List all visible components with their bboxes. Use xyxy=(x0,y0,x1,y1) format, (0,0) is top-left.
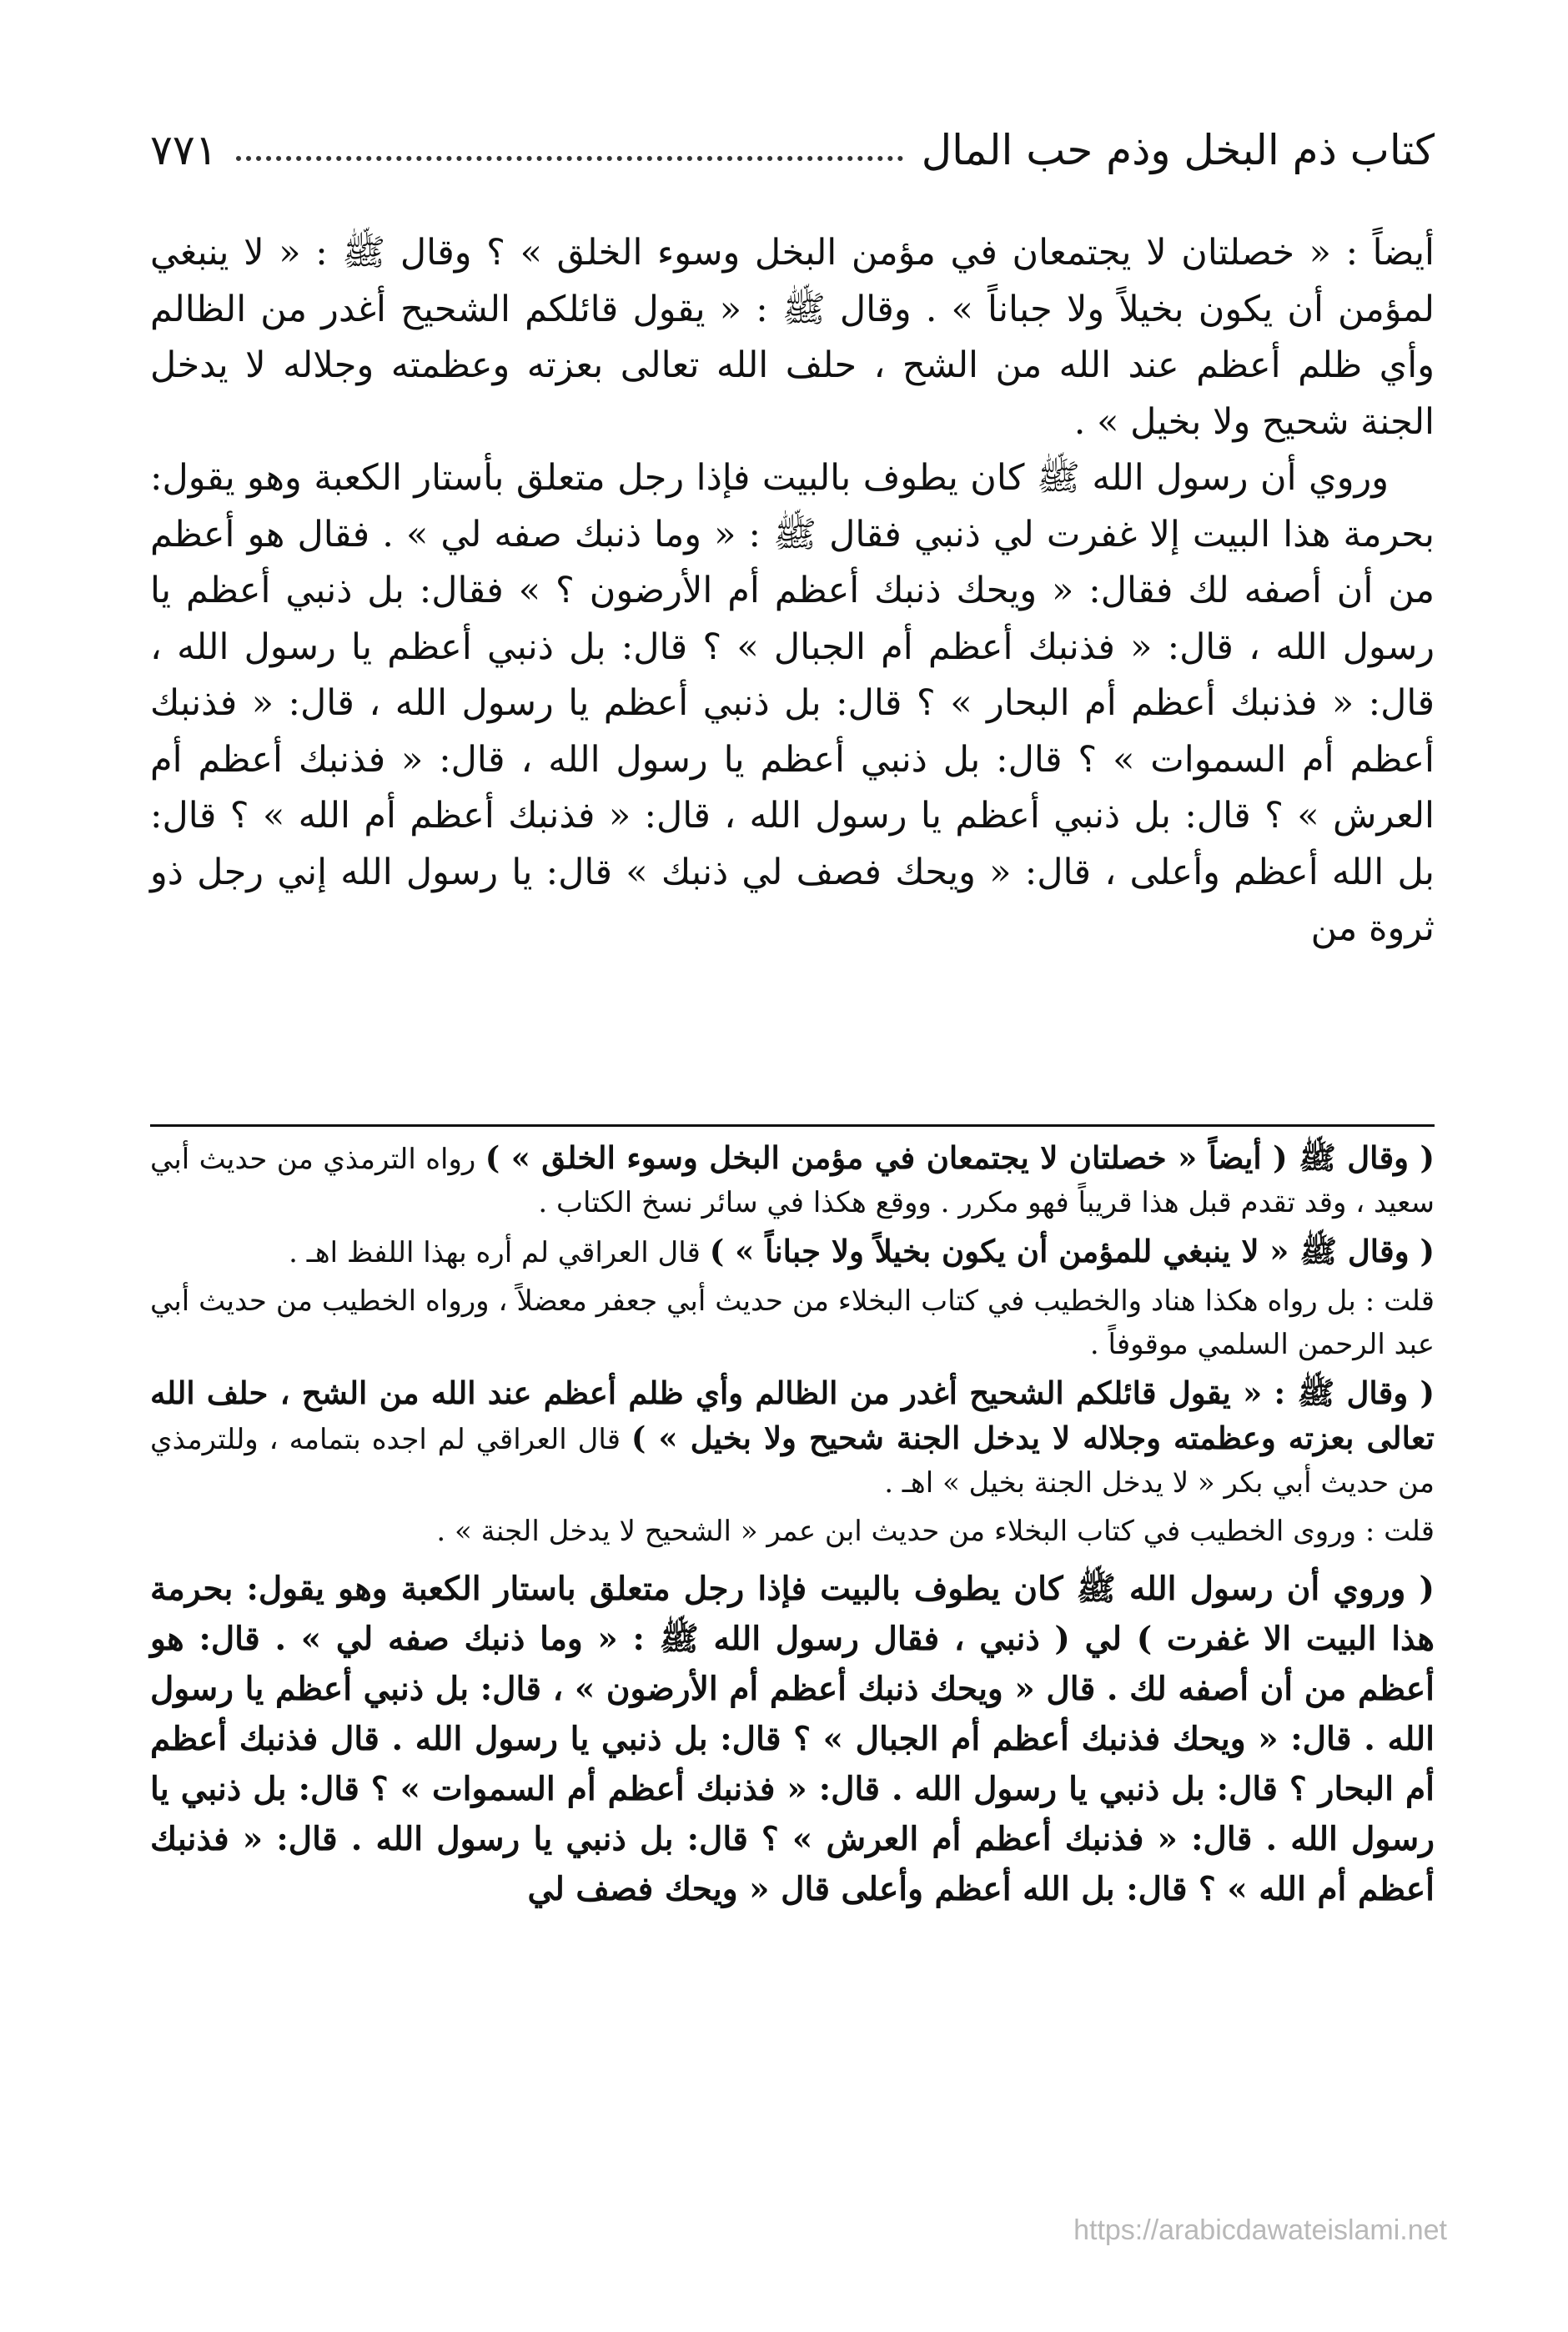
commentary-text: رواه الترمذي من حديث أبي سعيد ، وقد تقدم قبل هذا قريباً فهو مكرر . ووقع هكذا في سائر نسخ الكتاب . xyxy=(150,1143,1435,1219)
watermark-url: https://arabicdawateislami.net xyxy=(1073,2214,1447,2246)
quoted-text: ( وقال ﷺ : « يقول قائلكم الشحيح أغدر من الظالم وأي ظلم أعظم عند الله من الشح ، حلف الله تعالى بعزته وعظمته وجلاله لا يدخل الجنة شحيح ولا بخيل » ) xyxy=(150,1375,1435,1456)
commentary-note-1 xyxy=(150,1136,1435,1224)
chapter-title: كتاب ذم البخل وذم حب المال xyxy=(921,126,1435,174)
commentary-note-3 xyxy=(150,1279,1435,1366)
commentary-note-4 xyxy=(150,1371,1435,1505)
commentary-note-6 xyxy=(150,1565,1435,1915)
running-header xyxy=(150,117,1435,183)
quoted-text: ( وقال ﷺ « لا ينبغي للمؤمن أن يكون بخيلاً ولا جباناً » ) xyxy=(709,1233,1435,1269)
commentary-text: قال العراقي لم أره بهذا اللفظ اهـ . xyxy=(289,1236,710,1269)
main-paragraph-1: أيضاً : « خصلتان لا يجتمعان في مؤمن البخل وسوء الخلق » ؟ وقال ﷺ : « لا ينبغي لمؤمن أن يكون بخيلاً ولا جباناً » . وقال ﷺ : « يقول قائلكم الشحيح أغدر من الظالم وأي ظلم أعظم عند الله من الشح ، حلف الله تعالى بعزته وعظمته وجلاله لا يدخل الجنة شحيح ولا بخيل » . xyxy=(150,232,1435,443)
commentary-note-2 xyxy=(150,1229,1435,1274)
commentary-section xyxy=(150,1136,1435,1920)
quoted-text: ( وقال ﷺ ( أيضاً « خصلتان لا يجتمعان في مؤمن البخل وسوء الخلق » ) xyxy=(485,1139,1435,1176)
commentary-note-5 xyxy=(150,1510,1435,1553)
main-paragraph-2: وروي أن رسول الله ﷺ كان يطوف بالبيت فإذا رجل متعلق بأستار الكعبة وهو يقول: بحرمة هذا البيت إلا غفرت لي ذنبي فقال ﷺ : « وما ذنبك صفه لي » . فقال هو أعظم من أن أصفه لك فقال: « ويحك ذنبك أعظم أم الأرضون ؟ » فقال: بل ذنبي أعظم يا رسول الله ، قال: « فذنبك أعظم أم الجبال » ؟ قال: بل ذنبي أعظم يا رسول الله ، قال: « فذنبك أعظم أم البحار » ؟ قال: بل ذنبي أعظم يا رسول الله ، قال: « فذنبك أعظم أم السموات » ؟ قال: بل ذنبي أعظم يا رسول الله ، قال: « فذنبك أعظم أم العرش » ؟ قال: بل ذنبي أعظم يا رسول الله ، قال: « فذنبك أعظم أم الله » ؟ قال: بل الله أعظم وأعلى ، قال: « ويحك فصف لي ذنبك » قال: يا رسول الله إني رجل ذو ثروة من xyxy=(150,457,1435,949)
commentary-text: قلت : وروى الخطيب في كتاب البخلاء من حديث ابن عمر « الشحيح لا يدخل الجنة » . xyxy=(436,1515,1435,1548)
quoted-text: ( وروي أن رسول الله ﷺ كان يطوف بالبيت فإذا رجل متعلق باستار الكعبة وهو يقول: بحرمة هذا البيت الا غفرت ) لي ( ذنبي ، فقال رسول الله ﷺ : « وما ذنبك صفه لي » . قال: هو أعظم من أن أصفه لك . قال « ويحك ذنبك أعظم أم الأرضون » ، قال: بل ذنبي أعظم يا رسول الله . قال: « ويحك فذنبك أعظم أم الجبال » ؟ قال: بل ذنبي يا رسول الله . قال فذنبك أعظم أم البحار ؟ قال: بل ذنبي يا رسول الله . قال: « فذنبك أعظم أم السموات » ؟ قال: بل ذنبي يا رسول الله . قال: « فذنبك أعظم أم العرش » ؟ قال: بل ذنبي يا رسول الله . قال: « فذنبك أعظم أم الله » ؟ قال: بل الله أعظم وأعلى قال « ويحك فصف لي xyxy=(150,1570,1435,1908)
footnote-separator xyxy=(150,1124,1435,1127)
commentary-text: قلت : بل رواه هكذا هناد والخطيب في كتاب البخلاء من حديث أبي جعفر معضلاً ، ورواه الخطيب من حديث أبي عبد الرحمن السلمي موقوفاً . xyxy=(150,1284,1435,1361)
commentary-text: قال العراقي لم اجده بتمامه ، وللترمذي من حديث أبي بكر « لا يدخل الجنة بخيل » اهـ . xyxy=(150,1423,1435,1500)
header-dot-leader xyxy=(236,156,903,161)
main-text xyxy=(150,225,1435,957)
page-number: ٧٧١ xyxy=(150,126,218,174)
